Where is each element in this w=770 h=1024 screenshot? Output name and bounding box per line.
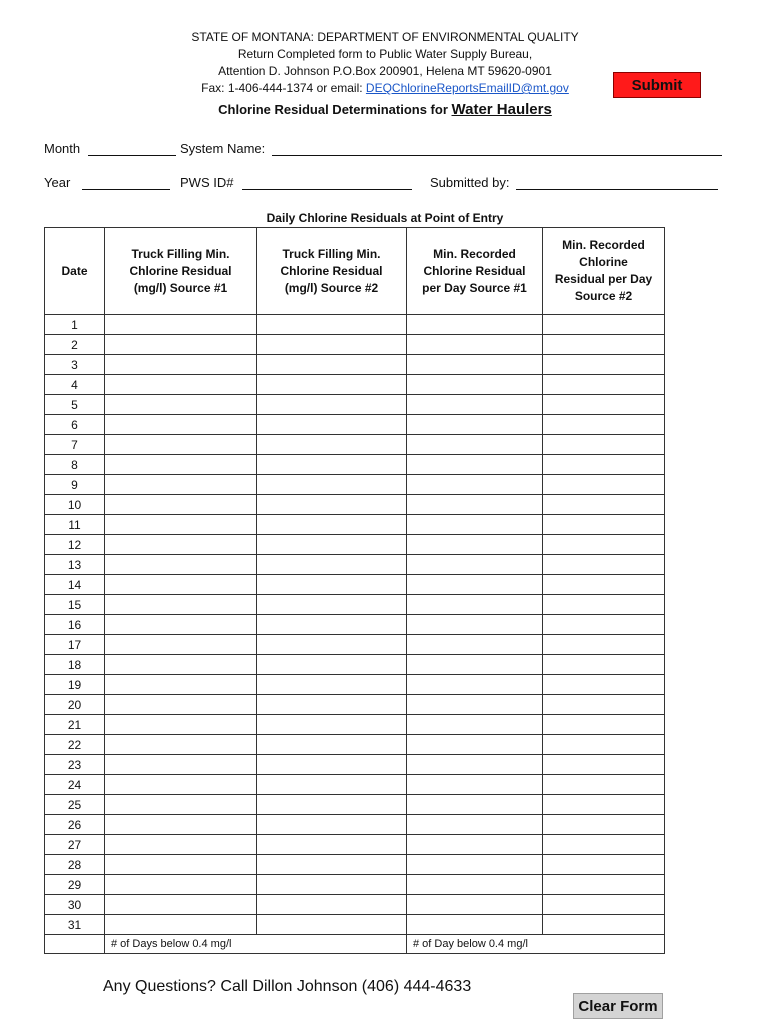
table-row (45, 775, 665, 795)
truck-source-1-cell[interactable] (105, 695, 257, 715)
truck-source-2-cell[interactable] (257, 855, 407, 875)
system-name-field[interactable] (272, 141, 722, 156)
table-row (45, 415, 665, 435)
truck-source-1-cell[interactable] (105, 315, 257, 335)
recorded-source-2-cell[interactable] (543, 895, 665, 915)
day-number: 26 (45, 815, 105, 835)
table-row (45, 875, 665, 895)
truck-source-2-cell[interactable] (257, 695, 407, 715)
truck-source-1-cell[interactable] (105, 735, 257, 755)
day-number: 30 (45, 895, 105, 915)
day-number: 31 (45, 915, 105, 935)
header-truck-source-1: Truck Filling Min. Chlorine Residual (mg/l) Source #1 (105, 228, 257, 315)
chlorine-table (44, 227, 665, 954)
recorded-source-2-cell[interactable] (543, 715, 665, 735)
truck-source-2-cell[interactable] (257, 335, 407, 355)
recorded-source-1-cell[interactable] (407, 595, 543, 615)
truck-source-1-cell[interactable] (105, 575, 257, 595)
truck-source-1-cell[interactable] (105, 635, 257, 655)
questions-contact: Any Questions? Call Dillon Johnson (406) 444-4633 (103, 978, 472, 995)
day-number: 4 (45, 375, 105, 395)
truck-source-2-cell[interactable] (257, 415, 407, 435)
header-return-to: Return Completed form to Public Water Supply Bureau, (237, 47, 533, 61)
submit-button[interactable]: Submit (613, 72, 701, 98)
truck-source-1-cell[interactable] (105, 655, 257, 675)
truck-source-2-cell[interactable] (257, 655, 407, 675)
header-address: Attention D. Johnson P.O.Box 200901, Helena MT 59620-0901 (218, 64, 552, 78)
recorded-source-1-cell[interactable] (407, 755, 543, 775)
days-below-label-left: # of Days below 0.4 mg/l (105, 935, 407, 954)
year-label: Year (44, 175, 71, 190)
truck-source-1-cell[interactable] (105, 535, 257, 555)
day-number: 17 (45, 635, 105, 655)
recorded-source-1-cell[interactable] (407, 575, 543, 595)
truck-source-2-cell[interactable] (257, 775, 407, 795)
submitted-by-field[interactable] (516, 175, 718, 190)
truck-source-1-cell[interactable] (105, 435, 257, 455)
recorded-source-2-cell[interactable] (543, 915, 665, 935)
form-title (0, 101, 770, 118)
truck-source-1-cell[interactable] (105, 395, 257, 415)
table-header-row (45, 228, 665, 315)
day-number: 15 (45, 595, 105, 615)
header-recorded-source-1: Min. Recorded Chlorine Residual per Day Source #1 (407, 228, 543, 315)
table-row (45, 715, 665, 735)
truck-source-2-cell[interactable] (257, 455, 407, 475)
pws-id-label: PWS ID# (180, 175, 234, 190)
table-row (45, 675, 665, 695)
truck-source-1-cell[interactable] (105, 475, 257, 495)
day-number: 20 (45, 695, 105, 715)
system-name-label: System Name: (180, 141, 266, 156)
day-number: 5 (45, 395, 105, 415)
recorded-source-1-cell[interactable] (407, 695, 543, 715)
recorded-source-1-cell[interactable] (407, 435, 543, 455)
recorded-source-1-cell[interactable] (407, 855, 543, 875)
table-row (45, 635, 665, 655)
table-row (45, 655, 665, 675)
recorded-source-2-cell[interactable] (543, 595, 665, 615)
truck-source-2-cell[interactable] (257, 395, 407, 415)
truck-source-2-cell[interactable] (257, 515, 407, 535)
truck-source-2-cell[interactable] (257, 675, 407, 695)
table-row (45, 495, 665, 515)
table-row (45, 735, 665, 755)
truck-source-2-cell[interactable] (257, 795, 407, 815)
recorded-source-1-cell[interactable] (407, 835, 543, 855)
recorded-source-1-cell[interactable] (407, 655, 543, 675)
recorded-source-1-cell[interactable] (407, 355, 543, 375)
header-truck-source-2: Truck Filling Min. Chlorine Residual (mg/l) Source #2 (257, 228, 407, 315)
table-row (45, 515, 665, 535)
days-below-label-right: # of Day below 0.4 mg/l (407, 935, 665, 954)
recorded-source-1-cell[interactable] (407, 795, 543, 815)
recorded-source-1-cell[interactable] (407, 675, 543, 695)
recorded-source-2-cell[interactable] (543, 335, 665, 355)
table-footer-row (45, 935, 665, 954)
recorded-source-2-cell[interactable] (543, 695, 665, 715)
truck-source-1-cell[interactable] (105, 795, 257, 815)
day-number: 25 (45, 795, 105, 815)
recorded-source-1-cell[interactable] (407, 395, 543, 415)
recorded-source-2-cell[interactable] (543, 575, 665, 595)
day-number: 13 (45, 555, 105, 575)
recorded-source-2-cell[interactable] (543, 455, 665, 475)
recorded-source-1-cell[interactable] (407, 415, 543, 435)
table-caption: Daily Chlorine Residuals at Point of Entry (266, 211, 504, 225)
day-number: 12 (45, 535, 105, 555)
table-row (45, 335, 665, 355)
recorded-source-1-cell[interactable] (407, 635, 543, 655)
recorded-source-2-cell[interactable] (543, 315, 665, 335)
table-row (45, 915, 665, 935)
recorded-source-1-cell[interactable] (407, 515, 543, 535)
day-number: 6 (45, 415, 105, 435)
recorded-source-1-cell[interactable] (407, 875, 543, 895)
day-number: 16 (45, 615, 105, 635)
truck-source-2-cell[interactable] (257, 615, 407, 635)
recorded-source-1-cell[interactable] (407, 495, 543, 515)
day-number: 3 (45, 355, 105, 375)
truck-source-2-cell[interactable] (257, 635, 407, 655)
day-number: 2 (45, 335, 105, 355)
truck-source-1-cell[interactable] (105, 755, 257, 775)
truck-source-2-cell[interactable] (257, 595, 407, 615)
recorded-source-2-cell[interactable] (543, 775, 665, 795)
recorded-source-1-cell[interactable] (407, 375, 543, 395)
year-field[interactable] (82, 175, 170, 190)
truck-source-1-cell[interactable] (105, 615, 257, 635)
recorded-source-1-cell[interactable] (407, 895, 543, 915)
day-number: 14 (45, 575, 105, 595)
truck-source-2-cell[interactable] (257, 315, 407, 335)
day-number: 27 (45, 835, 105, 855)
recorded-source-2-cell[interactable] (543, 435, 665, 455)
truck-source-2-cell[interactable] (257, 535, 407, 555)
day-number: 11 (45, 515, 105, 535)
pws-id-field[interactable] (242, 175, 412, 190)
recorded-source-2-cell[interactable] (543, 815, 665, 835)
truck-source-2-cell[interactable] (257, 355, 407, 375)
clear-form-button[interactable]: Clear Form (573, 993, 663, 1019)
truck-source-1-cell[interactable] (105, 855, 257, 875)
truck-source-1-cell[interactable] (105, 495, 257, 515)
day-number: 21 (45, 715, 105, 735)
truck-source-2-cell[interactable] (257, 475, 407, 495)
truck-source-2-cell[interactable] (257, 735, 407, 755)
recorded-source-1-cell[interactable] (407, 775, 543, 795)
table-row (45, 375, 665, 395)
truck-source-2-cell[interactable] (257, 375, 407, 395)
truck-source-1-cell[interactable] (105, 675, 257, 695)
truck-source-2-cell[interactable] (257, 815, 407, 835)
recorded-source-1-cell[interactable] (407, 455, 543, 475)
truck-source-2-cell[interactable] (257, 915, 407, 935)
truck-source-2-cell[interactable] (257, 835, 407, 855)
recorded-source-2-cell[interactable] (543, 475, 665, 495)
truck-source-2-cell[interactable] (257, 435, 407, 455)
table-row (45, 535, 665, 555)
day-number: 23 (45, 755, 105, 775)
truck-source-1-cell[interactable] (105, 915, 257, 935)
recorded-source-1-cell[interactable] (407, 615, 543, 635)
recorded-source-2-cell[interactable] (543, 875, 665, 895)
table-row (45, 435, 665, 455)
recorded-source-1-cell[interactable] (407, 535, 543, 555)
table-row (45, 755, 665, 775)
table-row (45, 355, 665, 375)
truck-source-1-cell[interactable] (105, 415, 257, 435)
recorded-source-1-cell[interactable] (407, 475, 543, 495)
form-title-main: Chlorine Residual Determinations for (218, 102, 452, 117)
truck-source-1-cell[interactable] (105, 835, 257, 855)
recorded-source-2-cell[interactable] (543, 355, 665, 375)
month-label: Month (44, 141, 81, 156)
recorded-source-2-cell[interactable] (543, 635, 665, 655)
header-fax: Fax: 1-406-444-1374 or email: (201, 81, 366, 95)
recorded-source-1-cell[interactable] (407, 335, 543, 355)
truck-source-1-cell[interactable] (105, 875, 257, 895)
recorded-source-2-cell[interactable] (543, 535, 665, 555)
day-number: 18 (45, 655, 105, 675)
recorded-source-2-cell[interactable] (543, 835, 665, 855)
header-date: Date (45, 228, 105, 315)
recorded-source-2-cell[interactable] (543, 675, 665, 695)
table-row (45, 695, 665, 715)
table-row (45, 615, 665, 635)
header-recorded-source-2: Min. Recorded Chlorine Residual per Day Source #2 (543, 228, 665, 315)
truck-source-1-cell[interactable] (105, 595, 257, 615)
recorded-source-2-cell[interactable] (543, 515, 665, 535)
table-row (45, 475, 665, 495)
recorded-source-2-cell[interactable] (543, 755, 665, 775)
recorded-source-2-cell[interactable] (543, 555, 665, 575)
truck-source-1-cell[interactable] (105, 715, 257, 735)
day-number: 9 (45, 475, 105, 495)
table-row (45, 575, 665, 595)
truck-source-1-cell[interactable] (105, 895, 257, 915)
table-row (45, 895, 665, 915)
recorded-source-2-cell[interactable] (543, 655, 665, 675)
email-link[interactable]: DEQChlorineReportsEmailID@mt.gov (365, 81, 569, 95)
form-title-emphasis: Water Haulers (451, 101, 552, 118)
truck-source-1-cell[interactable] (105, 555, 257, 575)
recorded-source-2-cell[interactable] (543, 415, 665, 435)
recorded-source-1-cell[interactable] (407, 715, 543, 735)
truck-source-1-cell[interactable] (105, 455, 257, 475)
day-number: 1 (45, 315, 105, 335)
table-row (45, 555, 665, 575)
day-number: 28 (45, 855, 105, 875)
recorded-source-1-cell[interactable] (407, 815, 543, 835)
recorded-source-2-cell[interactable] (543, 735, 665, 755)
truck-source-2-cell[interactable] (257, 715, 407, 735)
truck-source-1-cell[interactable] (105, 375, 257, 395)
day-number: 29 (45, 875, 105, 895)
day-number: 10 (45, 495, 105, 515)
recorded-source-1-cell[interactable] (407, 735, 543, 755)
recorded-source-2-cell[interactable] (543, 395, 665, 415)
truck-source-1-cell[interactable] (105, 775, 257, 795)
recorded-source-2-cell[interactable] (543, 855, 665, 875)
truck-source-1-cell[interactable] (105, 335, 257, 355)
table-row (45, 455, 665, 475)
recorded-source-2-cell[interactable] (543, 795, 665, 815)
submitted-by-label: Submitted by: (430, 175, 510, 190)
truck-source-2-cell[interactable] (257, 895, 407, 915)
recorded-source-1-cell[interactable] (407, 915, 543, 935)
truck-source-2-cell[interactable] (257, 575, 407, 595)
day-number: 19 (45, 675, 105, 695)
truck-source-1-cell[interactable] (105, 355, 257, 375)
truck-source-1-cell[interactable] (105, 815, 257, 835)
truck-source-2-cell[interactable] (257, 555, 407, 575)
table-row (45, 855, 665, 875)
recorded-source-1-cell[interactable] (407, 555, 543, 575)
day-number: 24 (45, 775, 105, 795)
month-field[interactable] (88, 141, 176, 156)
table-row (45, 835, 665, 855)
header-agency: STATE OF MONTANA: DEPARTMENT OF ENVIRONMENTAL QUALITY (191, 30, 579, 44)
truck-source-2-cell[interactable] (257, 875, 407, 895)
day-number: 22 (45, 735, 105, 755)
table-row (45, 595, 665, 615)
recorded-source-1-cell[interactable] (407, 315, 543, 335)
table-row (45, 815, 665, 835)
truck-source-2-cell[interactable] (257, 495, 407, 515)
day-number: 8 (45, 455, 105, 475)
table-row (45, 395, 665, 415)
day-number: 7 (45, 435, 105, 455)
truck-source-1-cell[interactable] (105, 515, 257, 535)
table-row (45, 315, 665, 335)
recorded-source-2-cell[interactable] (543, 375, 665, 395)
truck-source-2-cell[interactable] (257, 755, 407, 775)
recorded-source-2-cell[interactable] (543, 615, 665, 635)
table-row (45, 795, 665, 815)
recorded-source-2-cell[interactable] (543, 495, 665, 515)
